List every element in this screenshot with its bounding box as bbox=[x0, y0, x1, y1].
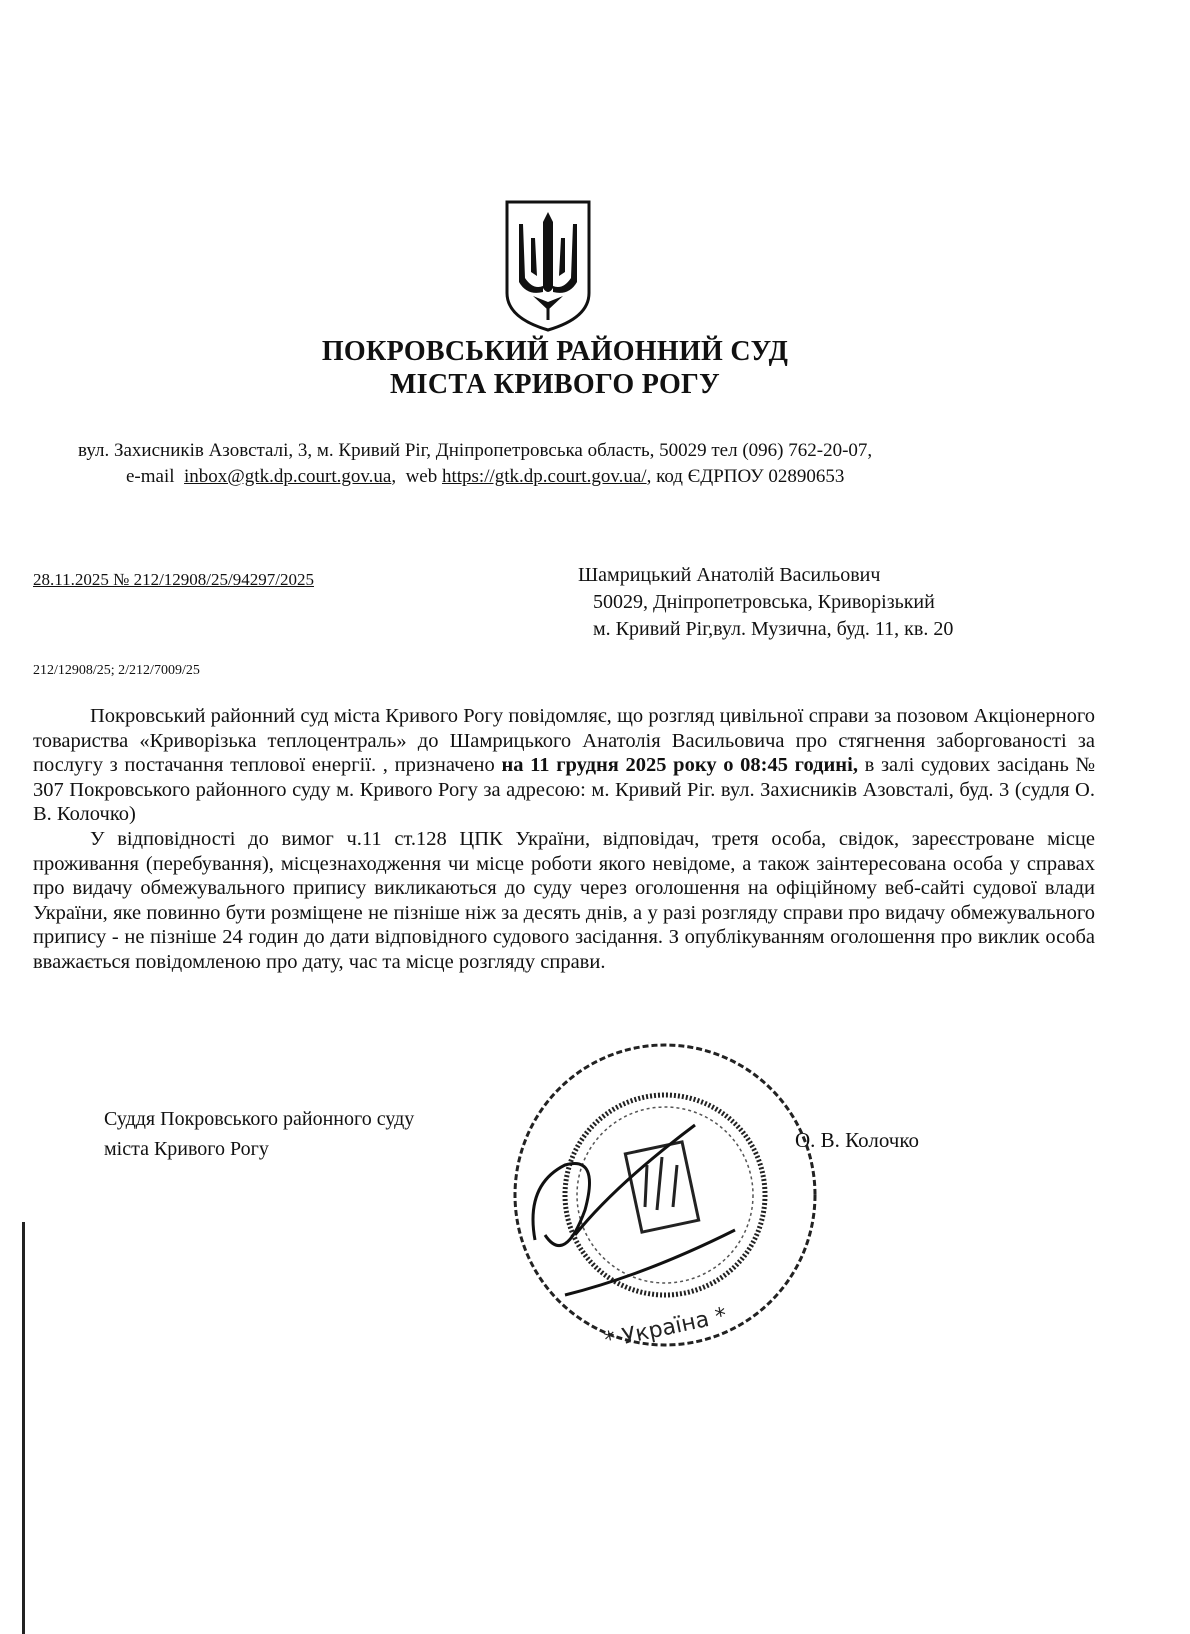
recipient-address-line3: м. Кривий Ріг,вул. Музична, буд. 11, кв. 20 bbox=[593, 618, 954, 640]
hearing-text-end: в залі судових засідань № 307 Покровського районного суду м. Кривого Рогу за адресою: м. Кривий Ріг. вул. Захисників Азовсталі, буд. 3 (судля О. В. Колочко) bbox=[33, 754, 1096, 826]
court-name-line1: ПОКРОВСЬКИЙ РАЙОННИЙ СУД bbox=[321, 336, 789, 367]
court-address: вул. Захисників Азовсталі, 3, м. Кривий Ріг, Дніпропетровська область, 50029 тел (096) 762-20-07, bbox=[78, 440, 873, 461]
recipient-address-line2: 50029, Дніпропетровська, Криворізький bbox=[593, 591, 935, 613]
court-contacts: e-mail inbox@gtk.dp.court.gov.ua, web https://gtk.dp.court.gov.ua/, код ЄДРПОУ 02890653 bbox=[126, 466, 845, 487]
email-link[interactable]: inbox@gtk.dp.court.gov.ua bbox=[184, 466, 392, 487]
svg-text:* Україна *: * Україна * bbox=[602, 1303, 730, 1354]
email-label: e-mail bbox=[126, 466, 175, 487]
court-seal-stamp bbox=[505, 1035, 825, 1355]
signer-position-line2: міста Кривого Рогу bbox=[104, 1138, 269, 1160]
coat-of-arms-emblem bbox=[503, 198, 593, 333]
hearing-date: на 11 грудня 2025 року о 08:45 годині, bbox=[501, 754, 858, 777]
signer-position-line1: Суддя Покровського районного суду bbox=[104, 1108, 415, 1130]
letter-body bbox=[33, 704, 1095, 975]
signer-name: О. В. Колочко bbox=[795, 1128, 919, 1152]
outgoing-number: 28.11.2025 № 212/12908/25/94297/2025 bbox=[33, 570, 314, 589]
paragraph-hearing bbox=[33, 704, 1095, 827]
web-link[interactable]: https://gtk.dp.court.gov.ua/ bbox=[441, 466, 647, 487]
recipient-name: Шамрицький Анатолій Васильович bbox=[578, 564, 881, 586]
scan-edge-line bbox=[22, 1222, 25, 1634]
case-references: 212/12908/25; 2/212/7009/25 bbox=[33, 663, 200, 678]
web-label: web bbox=[405, 466, 438, 487]
paragraph-legal-notice: У відповідності до вимог ч.11 ст.128 ЦПК України, відповідач, третя особа, свідок, зареєстроване місце проживання (перебування), місцезнаходження чи місце роботи якого невідоме, а також заінтересована особа у справах про видачу обмежувального припису викликаються до суду через оголошення на офіційному веб-сайті судової влади України, яке повинно бути розміщене не пізніше ніж за десять днів, а у разі розгляду справи про видачу обмежувального припису - не пізніше 24 годин до дати відповідного судового засідання. З опублікуванням оголошення про виклик особа вважається повідомленою про дату, час та місце розгляду справи. bbox=[33, 827, 1095, 973]
hearing-text-start: Покровський районний суд міста Кривого Рогу повідомляє, що розгляд цивільної справи за позовом Акціонерного товариства «Криворізька теплоцентраль» до Шамрицького Анатолія Васильовича про стягнення заборгованості за послугу з постачання теплової енергії. , призначено bbox=[33, 705, 1095, 777]
edrpou-code: , код ЄДРПОУ 02890653 bbox=[646, 466, 845, 487]
court-name-line2: МІСТА КРИВОГО РОГУ bbox=[389, 369, 721, 400]
